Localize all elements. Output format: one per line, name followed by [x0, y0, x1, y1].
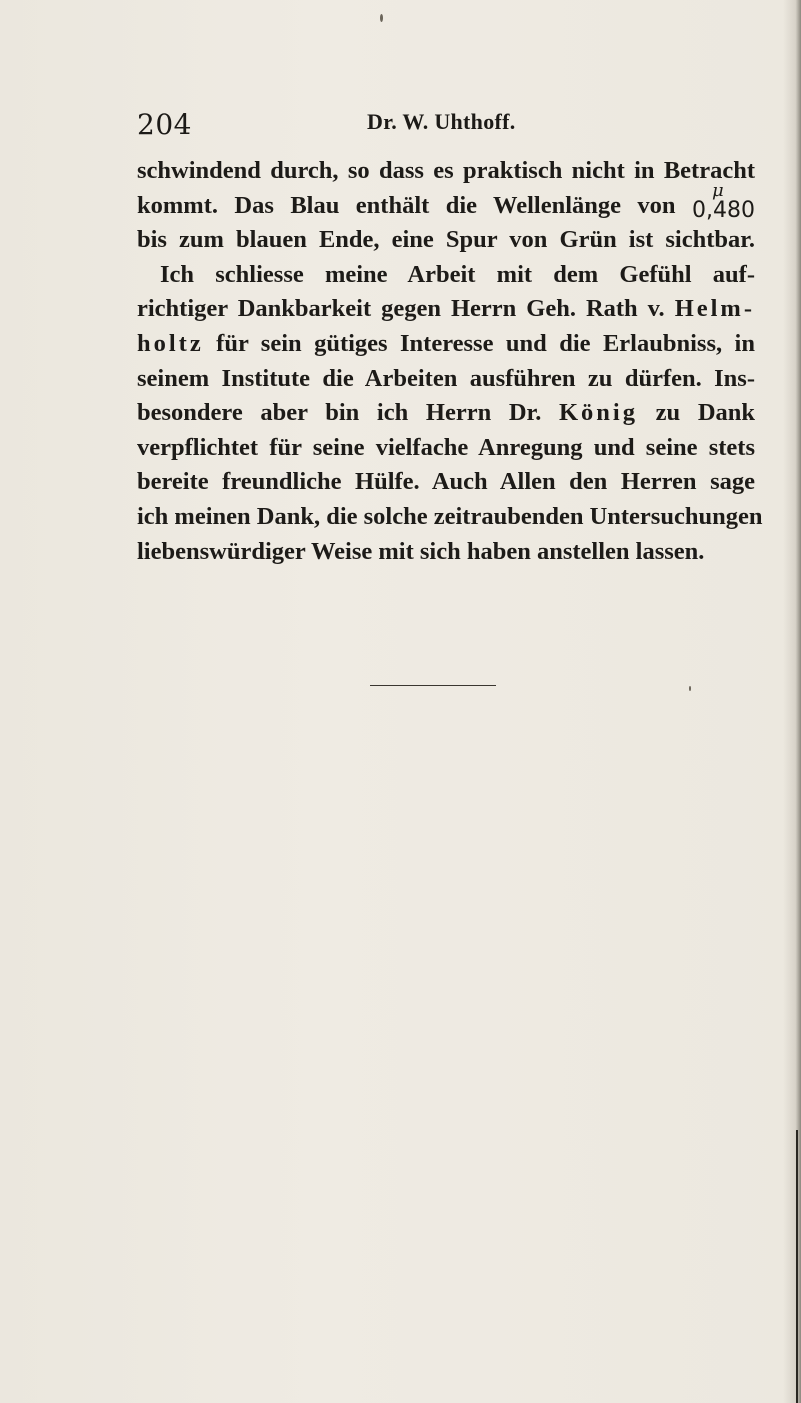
- text-line: kommt. Das Blau enthält die Wellenlänge von μ 0,480: [137, 189, 755, 224]
- text-line: liebenswürdiger Weise mit sich haben anstellen lassen.: [137, 537, 705, 565]
- paper-speck: [689, 686, 691, 691]
- text-line: verpflichtet für seine vielfache Anregung und seine stets: [137, 433, 755, 461]
- micron-symbol: μ: [712, 179, 724, 201]
- page-edge-line: [796, 1130, 798, 1403]
- paper-speck: [380, 14, 383, 22]
- page-number: 204: [137, 108, 192, 141]
- text-line: Ich schliesse meine Arbeit mit dem Gefühl auf-: [160, 260, 755, 288]
- text-line: richtiger Dankbarkeit gegen Herrn Geh. Rath v. Helm-: [137, 295, 755, 323]
- page-header: [0, 108, 801, 144]
- text-line: seinem Institute die Arbeiten ausführen zu dürfen. Ins-: [137, 364, 755, 392]
- text-line: holtz für sein gütiges Interesse und die Erlaubniss, in: [137, 329, 755, 357]
- text-line: ich meinen Dank, die solche zeitraubenden Untersuchungen: [137, 502, 763, 530]
- name-koenig: König: [558, 399, 638, 427]
- wavelength-value: μ 0,480: [692, 194, 755, 229]
- end-rule: [370, 685, 496, 686]
- name-helmholtz-cont: holtz: [137, 329, 204, 357]
- text-line: bereite freundliche Hülfe. Auch Allen den Herren sage: [137, 468, 755, 496]
- text-line: besondere aber bin ich Herrn Dr. König zu Dank: [137, 399, 756, 427]
- body-text: [137, 154, 763, 569]
- name-helmholtz: Helm-: [674, 295, 755, 323]
- text-line: bis zum blauen Ende, eine Spur von Grün ist sichtbar.: [137, 226, 755, 254]
- running-head: Dr. W. Uhthoff.: [367, 109, 516, 134]
- text-line: schwindend durch, so dass es praktisch nicht in Betracht: [137, 157, 755, 184]
- page-edge-shadow: [783, 0, 801, 1403]
